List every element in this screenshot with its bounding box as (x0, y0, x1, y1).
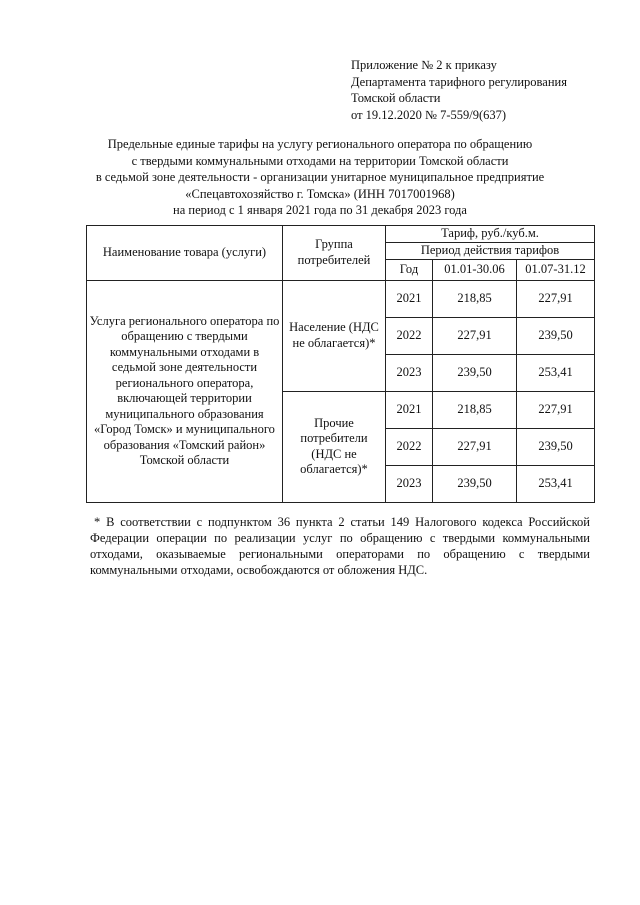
year-cell: 2022 (386, 428, 433, 465)
appendix-block (351, 57, 567, 123)
header-year: Год (386, 259, 433, 280)
tariff-h2-cell: 253,41 (517, 354, 595, 391)
header-group: Группа потребителей (283, 226, 386, 281)
group-cell: Население (НДС не облагается)* (283, 280, 386, 391)
tariff-h2-cell: 239,50 (517, 317, 595, 354)
year-cell: 2023 (386, 354, 433, 391)
tariff-table (86, 225, 595, 503)
group-cell: Прочие потребители (НДС не облагается)* (283, 391, 386, 502)
footnote: * В соответствии с подпунктом 36 пункта 2 статьи 149 Налогового кодекса Российской Федерации операции по реализации услуг по обращению с твердыми коммунальными отходами, оказываемые региональными операторами по обращению с твердыми коммунальными отходами, освобождаются от обложения НДС. (90, 515, 590, 577)
document-title (90, 136, 550, 219)
table-row (87, 280, 595, 317)
tariff-h2-cell: 239,50 (517, 428, 595, 465)
header-tariff: Тариф, руб./куб.м. (386, 226, 595, 243)
year-cell: 2022 (386, 317, 433, 354)
year-cell: 2023 (386, 465, 433, 502)
tariff-h1-cell: 227,91 (433, 428, 517, 465)
tariff-h2-cell: 227,91 (517, 280, 595, 317)
appendix-order-line: от 19.12.2020 № 7-559/9(637) (351, 107, 507, 122)
header-row (87, 226, 595, 243)
header-half2: 01.07-31.12 (517, 259, 595, 280)
tariff-h1-cell: 239,50 (433, 354, 517, 391)
year-cell: 2021 (386, 280, 433, 317)
title-line: в седьмой зоне деятельности - организации унитарное муниципальное предприятие (95, 170, 545, 184)
year-cell: 2021 (386, 391, 433, 428)
title-line: «Спецавтохозяйство г. Томска» (ИНН 7017001968) (185, 186, 455, 201)
header-half1: 01.01-30.06 (433, 259, 517, 280)
appendix-line: Томской области (351, 91, 441, 105)
header-period: Период действия тарифов (386, 242, 595, 259)
tariff-h1-cell: 239,50 (433, 465, 517, 502)
service-name-cell: Услуга регионального оператора по обращению с твердыми коммунальными отходами в седьмой зоне деятельности регионального оператора, включающей территории муниципального образования «Город Томск» и муниципального образования «Томский район» Томской области (87, 280, 283, 502)
tariff-h1-cell: 227,91 (433, 317, 517, 354)
appendix-line: Приложение № 2 к приказу (351, 58, 497, 72)
tariff-h2-cell: 227,91 (517, 391, 595, 428)
tariff-h2-cell: 253,41 (517, 465, 595, 502)
title-line: Предельные единые тарифы на услугу регионального оператора по обращению (107, 137, 533, 151)
appendix-line: Департамента тарифного регулирования (351, 74, 567, 89)
title-line: на период с 1 января 2021 года по 31 декабря 2023 года (173, 203, 467, 217)
tariff-h1-cell: 218,85 (433, 280, 517, 317)
tariff-h1-cell: 218,85 (433, 391, 517, 428)
title-line: с твердыми коммунальными отходами на территории Томской области (131, 153, 509, 168)
header-service: Наименование товара (услуги) (87, 226, 283, 281)
